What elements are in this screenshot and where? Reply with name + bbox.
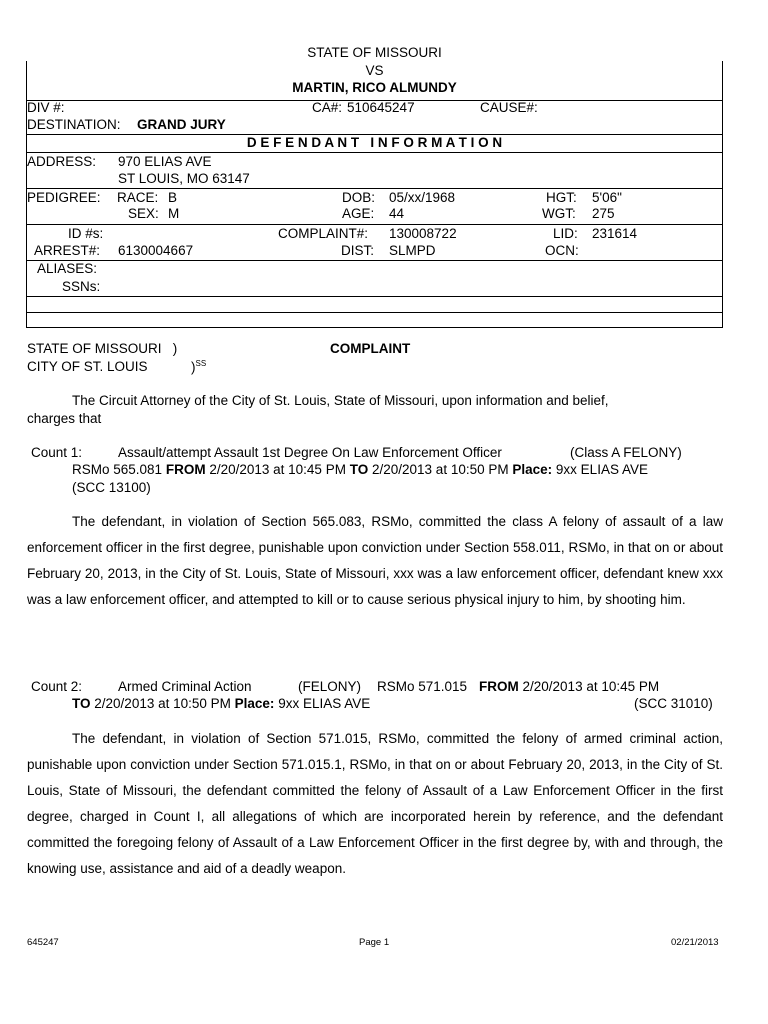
- age-value: 44: [389, 206, 405, 221]
- address-line1: 970 ELIAS AVE: [118, 154, 212, 169]
- pedigree-label: PEDIGREE:: [27, 190, 101, 205]
- dob-value: 05/xx/1968: [389, 190, 456, 205]
- ssns-label: SSNs:: [62, 279, 101, 294]
- destination-value: GRAND JURY: [137, 117, 226, 132]
- count1-label: Count 1:: [31, 445, 83, 460]
- count1-to-label: TO: [349, 462, 369, 477]
- caption-state: STATE OF MISSOURI ): [27, 341, 178, 356]
- complaint-label: COMPLAINT#:: [278, 226, 369, 241]
- count2-to-value: 2/20/2013 at 10:50 PM: [94, 696, 231, 711]
- dob-label: DOB:: [342, 190, 376, 205]
- sex-value: M: [168, 206, 180, 221]
- wgt-label: WGT:: [542, 206, 576, 221]
- complaint-value: 130008722: [389, 226, 457, 241]
- table-divider: [27, 224, 722, 225]
- count2-from-label: FROM: [479, 679, 519, 694]
- defendant-name: MARTIN, RICO ALMUNDY: [292, 80, 457, 95]
- table-divider: [27, 312, 722, 313]
- count2-to-line: [72, 696, 370, 711]
- section-title: D E F E N D A N T I N F O R M A T I O N: [246, 135, 503, 150]
- hgt-label: HGT:: [546, 190, 577, 205]
- case-state: STATE OF MISSOURI: [26, 45, 723, 61]
- table-divider: [27, 188, 722, 189]
- intro-line2: charges that: [27, 411, 102, 426]
- caption-ss: SS: [195, 359, 207, 368]
- count2-scc: (SCC 31010): [634, 696, 713, 711]
- arrest-value: 6130004667: [118, 243, 194, 258]
- lid-label: LID:: [553, 226, 578, 241]
- table-divider: [27, 296, 722, 297]
- count2-from-value: 2/20/2013 at 10:45 PM: [522, 679, 660, 694]
- arrest-label: ARREST#:: [34, 243, 101, 258]
- count2-rsmo: RSMo 571.015: [377, 679, 468, 694]
- race-value: B: [168, 190, 178, 205]
- count1-place-value: 9xx ELIAS AVE: [555, 462, 648, 477]
- dist-label: DIST:: [341, 243, 375, 258]
- ids-label: ID #s:: [68, 226, 104, 241]
- count1-place-label: Place:: [512, 462, 553, 477]
- footer-date: 02/21/2013: [671, 937, 719, 948]
- race-label: RACE:: [117, 190, 159, 205]
- count1-body: The defendant, in violation of Section 565.083, RSMo, committed the class A felony of assault of a law enforcement officer in the first degree, punishable upon conviction under Section 558.011, RSMo, in that on or about February 20, 2013, in the City of St. Louis, State of Missouri, xxx was a law enforcement officer, defendant knew xxx was a law enforcement officer, and attempted to kill or to cause serious physical injury to him, by shooting him.: [27, 514, 723, 607]
- table-divider: [27, 260, 722, 261]
- table-divider: [27, 152, 722, 153]
- hgt-value: 5'06": [592, 190, 622, 205]
- ca-label: CA#:: [312, 100, 343, 115]
- count1-to-value: 2/20/2013 at 10:50 PM: [372, 462, 509, 477]
- ca-value: 510645247: [347, 100, 415, 115]
- sex-label: SEX:: [128, 206, 159, 221]
- count2-place-label: Place:: [234, 696, 275, 711]
- cause-label: CAUSE#:: [480, 100, 538, 115]
- address-line2: ST LOUIS, MO 63147: [118, 171, 250, 186]
- complaint-title: COMPLAINT: [330, 341, 411, 356]
- count1-from-value: 2/20/2013 at 10:45 PM: [209, 462, 346, 477]
- count1-offense: Assault/attempt Assault 1st Degree On Law Enforcement Officer: [118, 445, 502, 460]
- lid-value: 231614: [592, 226, 638, 241]
- count1-rsmo: RSMo 565.081: [72, 462, 163, 477]
- wgt-value: 275: [592, 206, 615, 221]
- age-label: AGE:: [342, 206, 375, 221]
- footer-case-number: 645247: [27, 937, 59, 948]
- count2-class: (FELONY): [298, 679, 362, 694]
- count1-class: (Class A FELONY): [570, 445, 682, 460]
- caption-city-paren: )$^{SS}$: [191, 359, 207, 375]
- destination-label: DESTINATION:: [27, 117, 121, 132]
- count2-to-label: TO: [72, 696, 91, 711]
- caption-city: CITY OF ST. LOUIS: [27, 359, 148, 374]
- aliases-label: ALIASES:: [37, 261, 98, 276]
- dist-value: SLMPD: [389, 243, 436, 258]
- div-label: DIV #:: [27, 100, 65, 115]
- address-label: ADDRESS:: [27, 154, 97, 169]
- count2-body: The defendant, in violation of Section 571.015, RSMo, committed the felony of armed criminal action, punishable upon conviction under Section 571.015.1, RSMo, in that on or about February 20, 2013, in the City of St. Louis, State of Missouri, the defendant committed the felony of Assault of a Law Enforcement Officer in the first degree, charged in Count I, all allegations of which are incorporated herein by reference, and the defendant committed the foregoing felony of Assault of a Law Enforcement Officer in the first degree by, with and through, the knowing use, assistance and aid of a deadly weapon.: [27, 731, 723, 876]
- count2-label: Count 2:: [31, 679, 83, 694]
- count1-scc: (SCC 13100): [72, 480, 151, 495]
- count1-from-label: FROM: [165, 462, 206, 477]
- case-vs: VS: [365, 63, 384, 78]
- footer-page: Page 1: [359, 937, 390, 948]
- count2-from: [479, 679, 659, 694]
- count2-place-value: 9xx ELIAS AVE: [278, 696, 371, 711]
- count2-offense: Armed Criminal Action: [118, 679, 252, 694]
- ocn-label: OCN:: [545, 243, 579, 258]
- count1-statute-line: [72, 462, 648, 477]
- intro-line1: The Circuit Attorney of the City of St. Louis, State of Missouri, upon information and belief,: [72, 393, 609, 408]
